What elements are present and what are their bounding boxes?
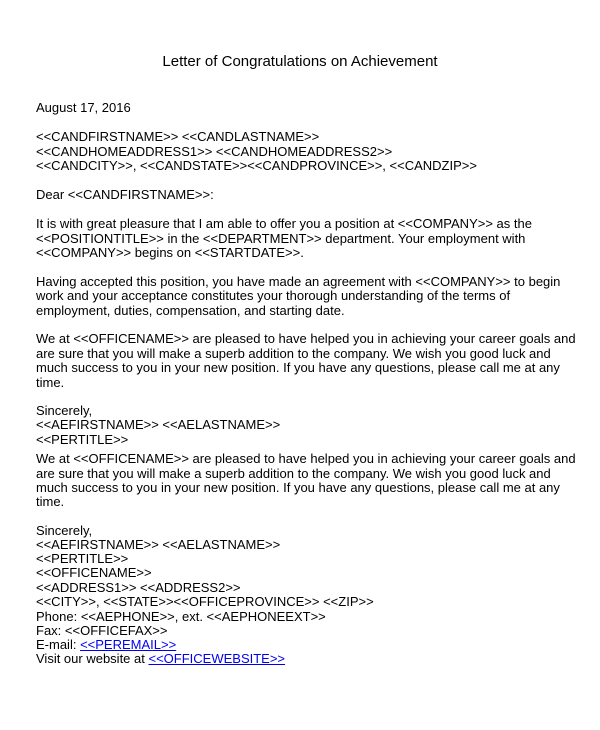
paragraph-2-line: employment, duties, compensation, and starting date. xyxy=(36,303,345,318)
signoff-1-title: <<PERTITLE>> xyxy=(36,432,129,447)
paragraph-2-line: Having accepted this position, you have made an agreement with <<COMPANY>> to begin xyxy=(36,274,561,289)
email-label: E-mail: xyxy=(36,637,81,652)
signoff-2-fax: Fax: <<OFFICEFAX>> xyxy=(36,623,168,638)
signoff-2-city: <<CITY>>, <<STATE>><<OFFICEPROVINCE>> <<ZIP>> xyxy=(36,594,374,609)
paragraph-1-line: <<COMPANY>> begins on <<STARTDATE>>. xyxy=(36,245,304,260)
signoff-2-office: <<OFFICENAME>> xyxy=(36,565,152,580)
signoff-2-website-line xyxy=(36,651,285,666)
signoff-2-closing: Sincerely, xyxy=(36,523,93,538)
paragraph-1-line: <<POSITIONTITLE>> in the <<DEPARTMENT>> department. Your employment with xyxy=(36,231,526,246)
salutation: Dear <<CANDFIRSTNAME>>: xyxy=(36,187,214,202)
website-label: Visit our website at xyxy=(36,651,149,666)
email-link[interactable]: <<PEREMAIL>> xyxy=(80,637,177,652)
recipient-name-line: <<CANDFIRSTNAME>> <<CANDLASTNAME>> xyxy=(36,129,320,144)
paragraph-3-line: We at <<OFFICENAME>> are pleased to have helped you in achieving your career goals and xyxy=(36,331,576,346)
signoff-2-phone: Phone: <<AEPHONE>>, ext. <<AEPHONEEXT>> xyxy=(36,609,326,624)
paragraph-3-line: are sure that you will make a superb addition to the company. We wish you good luck and xyxy=(36,346,551,361)
signoff-2-name: <<AEFIRSTNAME>> <<AELASTNAME>> xyxy=(36,537,281,552)
paragraph-4-line: We at <<OFFICENAME>> are pleased to have helped you in achieving your career goals and xyxy=(36,451,576,466)
paragraph-3-line: much success to you in your new position. If you have any questions, please call me at any xyxy=(36,360,560,375)
paragraph-4-line: are sure that you will make a superb addition to the company. We wish you good luck and xyxy=(36,466,551,481)
paragraph-3-line: time. xyxy=(36,375,65,390)
signoff-2-title: <<PERTITLE>> xyxy=(36,551,129,566)
website-link[interactable]: <<OFFICEWEBSITE>> xyxy=(148,651,286,666)
letter-date: August 17, 2016 xyxy=(36,100,131,115)
paragraph-2-line: work and your acceptance constitutes your thorough understanding of the terms of xyxy=(36,288,511,303)
paragraph-1-line: It is with great pleasure that I am able to offer you a position at <<COMPANY>> as the xyxy=(36,216,532,231)
paragraph-4-line: time. xyxy=(36,494,65,509)
paragraph-4-line: much success to you in your new position. If you have any questions, please call me at any xyxy=(36,480,560,495)
signoff-2-address: <<ADDRESS1>> <<ADDRESS2>> xyxy=(36,580,241,595)
signoff-1-closing: Sincerely, xyxy=(36,403,93,418)
letter-title: Letter of Congratulations on Achievement xyxy=(162,53,438,70)
recipient-address-line: <<CANDHOMEADDRESS1>> <<CANDHOMEADDRESS2>> xyxy=(36,144,393,159)
signoff-2-email-line xyxy=(36,637,176,652)
signoff-1-name: <<AEFIRSTNAME>> <<AELASTNAME>> xyxy=(36,417,281,432)
recipient-city-line: <<CANDCITY>>, <<CANDSTATE>><<CANDPROVINCE>>, <<CANDZIP>> xyxy=(36,158,477,173)
